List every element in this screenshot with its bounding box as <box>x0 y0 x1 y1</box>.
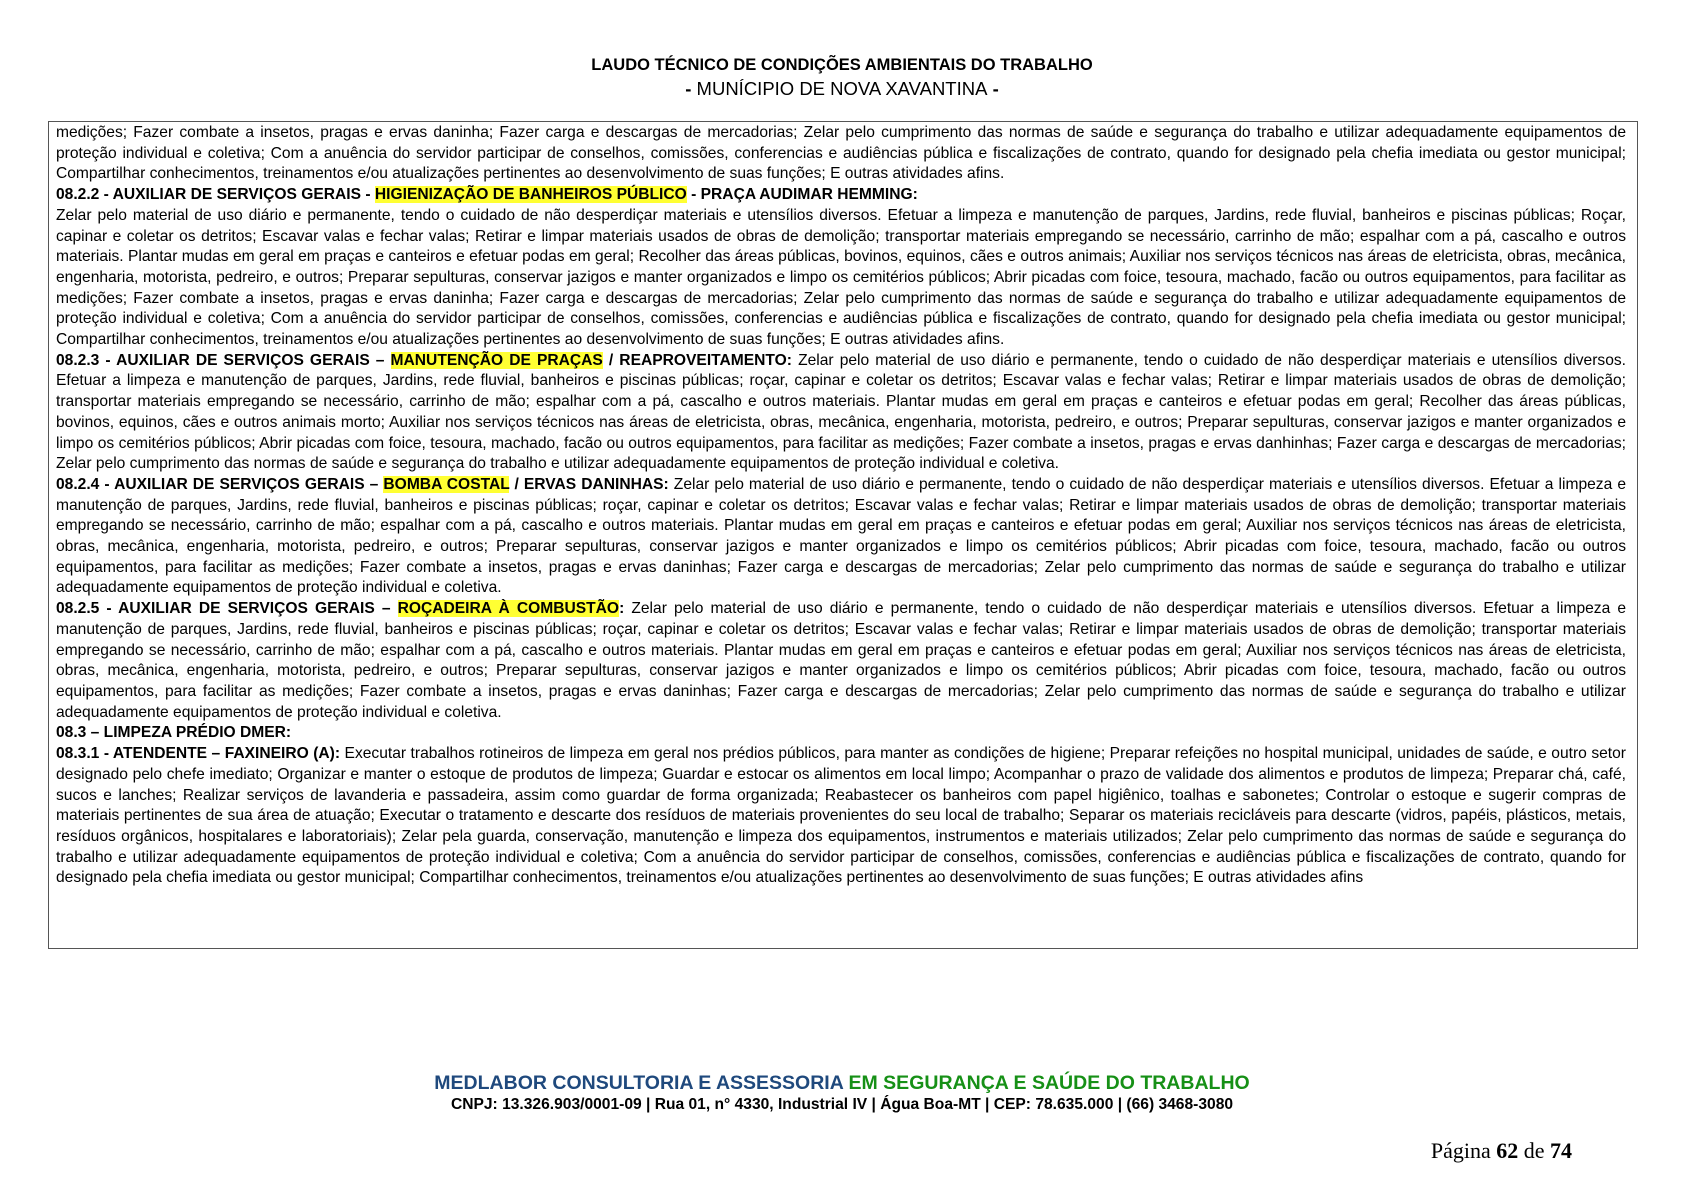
heading-part-b: / ERVAS DANINHAS: <box>509 475 669 493</box>
section-heading <box>56 476 669 493</box>
section-08-2-2 <box>56 185 1626 206</box>
highlighted-term: BOMBA COSTAL <box>383 475 510 493</box>
section-text: Executar trabalhos rotineiros de limpeza em geral nos prédios públicos, para manter as condições de higiene; Preparar refeições no hospital municipal, unidades de saúde, e outro setor designado pelo chefe imediato; Organizar e manter o estoque de produtos de limpeza; Guardar e estocar os alimentos em local limpo; Acompanhar o prazo de validade dos alimentos e produtos de limpeza; Preparar chá, café, sucos e lanches; Realizar serviços de lavanderia e passadeira, assim como guardar de forma organizada; Reabastecer os banheiros com papel higiênico, toalhas e sabonetes; Controlar o estoque e sugerir compras de materiais pertinentes de sua área de atuação; Executar o tratamento e descarte dos resíduos de materiais provenientes do seu local de trabalho; Separar os materiais recicláveis para descarte (vidros, papéis, plásticos, metais, resíduos orgânicos, hospitalares e laboratoriais); Zelar pela guarda, conservação, manutenção e limpeza dos equipamentos, instrumentos e materiais utilizados; Zelar pelo cumprimento das normas de saúde e segurança do trabalho e utilizar adequadamente equipamentos de proteção individual e coletiva; Com a anuência do servidor participar de conselhos, comissões, conferencias e audiências pública e fiscalizações de contrato, quando for designado pela chefia imediata ou gestor municipal; Compartilhar conhecimentos, treinamentos e/ou atualizações pertinentes ao desenvolvimento de suas funções; E outras atividades afins <box>56 745 1626 887</box>
company-name: MEDLABOR CONSULTORIA E ASSESSORIA <box>434 1072 844 1094</box>
municipality-name: MUNÍCIPIO DE NOVA XAVANTINA <box>696 78 988 99</box>
current-page: 62 <box>1496 1138 1519 1163</box>
highlighted-term: ROÇADEIRA À COMBUSTÃO <box>397 600 620 618</box>
subtitle-dash-right: - <box>987 78 999 99</box>
section-08-2-4 <box>56 475 1626 599</box>
subtitle-dash-left: - <box>685 78 697 99</box>
intro-paragraph: medições; Fazer combate a insetos, pragas e ervas daninha; Fazer carga e descargas de mercadorias; Zelar pelo cumprimento das normas de saúde e segurança do trabalho e utilizar adequadamente equipamentos de proteção individual e coletiva; Com a anuência do servidor participar de conselhos, comissões, conferencias e audiências pública e fiscalizações de contrato, quando for designado pela chefia imediata ou gestor municipal; Compartilhar conhecimentos, treinamentos e/ou atualizações pertinentes ao desenvolvimento de suas funções; E outras atividades afins. <box>56 124 1626 183</box>
heading-part-b: / REAPROVEITAMENTO: <box>602 351 793 369</box>
heading-part-a: 08.2.4 - AUXILIAR DE SERVIÇOS GERAIS – <box>56 475 384 493</box>
section-heading <box>56 600 624 617</box>
section-heading <box>56 352 792 369</box>
page-word: Página <box>1430 1138 1497 1163</box>
heading-part-a: 08.2.3 - AUXILIAR DE SERVIÇOS GERAIS – <box>56 351 391 369</box>
section-text: Zelar pelo material de uso diário e permanente, tendo o cuidado de não desperdiçar materiais e utensílios diversos. Efetuar a limpeza e manutenção de parques, Jardins, rede fluvial, banheiros e piscinas públicas; roçar, capinar e coletar os detritos; Escavar valas e fechar valas; Retirar e limpar materiais usados de obras de demolição; transportar materiais empregando se necessário, carrinho de mão; espalhar com a pá, cascalho e outros materiais. Plantar mudas em geral em praças e canteiros e efetuar podas em geral; Auxiliar nos serviços técnicos nas áreas de eletricista, obras, mecânica, engenharia, motorista, pedreiro, e outros; Preparar sepulturas, conservar jazigos e manter organizados e limpo os cemitérios públicos; Abrir picadas com foice, tesoura, machado, facão ou outros equipamentos, para facilitar as medições; Fazer combate a insetos, pragas e ervas daninhas; Fazer carga e descargas de mercadorias; Zelar pelo cumprimento das normas de saúde e segurança do trabalho e utilizar adequadamente equipamentos de proteção individual e coletiva. <box>56 475 1626 597</box>
content-box <box>48 121 1638 949</box>
section-text: Zelar pelo material de uso diário e permanente, tendo o cuidado de não desperdiçar materiais e utensílios diversos. Efetuar a limpeza e manutenção de parques, Jardins, rede fluvial, banheiros e piscinas públicas; roçar, capinar e coletar os detritos; Escavar valas e fechar valas; Retirar e limpar materiais usados de obras de demolição; transportar materiais empregando se necessário, carrinho de mão; espalhar com a pá, cascalho e outros materiais. Plantar mudas em geral em praças e canteiros e efetuar podas em geral; Recolher das áreas públicas, bovinos, equinos, cães e outros animais morto; Auxiliar nos serviços técnicos nas áreas de eletricista, obras, mecânica, engenharia, motorista, pedreiro, e outros; Preparar sepulturas, conservar jazigos e manter organizados e limpo os cemitérios públicos; Abrir picadas com foice, tesoura, machado, facão ou outros equipamentos, para facilitar as medições; Fazer combate a insetos, pragas e ervas danhinhas; Fazer carga e descargas de mercadorias; Zelar pelo cumprimento das normas de saúde e segurança do trabalho e utilizar adequadamente equipamentos de proteção individual e coletiva. <box>56 351 1627 473</box>
company-specialty: EM SEGURANÇA E SAÚDE DO TRABALHO <box>843 1072 1250 1094</box>
document-title: LAUDO TÉCNICO DE CONDIÇÕES AMBIENTAIS DO TRABALHO <box>591 56 1093 74</box>
section-text: Zelar pelo material de uso diário e permanente, tendo o cuidado de não desperdiçar materiais e utensílios diversos. Efetuar a limpeza e manutenção de parques, Jardins, rede fluvial, banheiros e piscinas públicas; roçar, capinar e coletar os detritos; Escavar valas e fechar valas; Retirar e limpar materiais usados de obras de demolição; transportar materiais empregando se necessário, carrinho de mão; espalhar com a pá, cascalho e outros materiais. Plantar mudas em geral em praças e canteiros e efetuar podas em geral; Auxiliar nos serviços técnicos nas áreas de eletricista, obras, mecânica, engenharia, motorista, pedreiro, e outros; Preparar sepulturas, conservar jazigos e manter organizados e limpo os cemitérios públicos; Abrir picadas com foice, tesoura, machado, facão ou outros equipamentos, para facilitar as medições; Fazer combate a insetos, pragas e ervas daninhas; Fazer carga e descargas de mercadorias; Zelar pelo cumprimento das normas de saúde e segurança do trabalho e utilizar adequadamente equipamentos de proteção individual e coletiva. <box>56 600 1627 721</box>
section-08-2-3 <box>56 351 1626 475</box>
footer-company <box>0 1072 1684 1095</box>
total-pages: 74 <box>1550 1138 1572 1163</box>
section-08-2-5 <box>56 599 1626 723</box>
document-subtitle <box>0 78 1684 100</box>
section-08-2-2-text: Zelar pelo material de uso diário e permanente, tendo o cuidado de não desperdiçar materiais e utensílios diversos. Efetuar a limpeza e manutenção de parques, Jardins, rede fluvial, banheiros e piscinas públicas; Roçar, capinar e coletar os detritos; Escavar valas e fechar valas; Retirar e limpar materiais usados de obras de demolição; transportar materiais empregando se necessário, carrinho de mão; espalhar com a pá, cascalho e outros materiais. Plantar mudas em geral em praças e canteiros e efetuar podas em geral; Recolher das áreas públicas, bovinos, equinos, cães e outros animais; Auxiliar nos serviços técnicos nas áreas de eletricista, obras, mecânica, engenharia, motorista, pedreiro, e outros; Preparar sepulturas, conservar jazigos e manter organizados e limpo os cemitérios públicos; Abrir picadas com foice, tesoura, machado, facão ou outros equipamentos, para facilitar as medições; Fazer combate a insetos, pragas e ervas daninha; Fazer carga e descargas de mercadorias; Zelar pelo cumprimento das normas de saúde e segurança do trabalho e utilizar adequadamente equipamentos de proteção individual e coletiva; Com a anuência do servidor participar de conselhos, comissões, conferencias e audiências pública e fiscalizações de contrato, quando for designado pela chefia imediata ou gestor municipal; Compartilhar conhecimentos, treinamentos e/ou atualizações pertinentes ao desenvolvimento de suas funções; E outras atividades afins. <box>56 206 1626 349</box>
heading-part-a: 08.2.2 - AUXILIAR DE SERVIÇOS GERAIS - <box>56 186 375 204</box>
section-heading: 08.3.1 - ATENDENTE – FAXINEIRO (A): <box>56 745 341 763</box>
page-of: de <box>1518 1138 1550 1163</box>
page-number <box>1431 1138 1572 1164</box>
heading-part-b: : <box>619 600 625 618</box>
section-heading: 08.3 – LIMPEZA PRÉDIO DMER: <box>56 724 292 742</box>
section-08-3-1 <box>56 744 1626 889</box>
section-08-3-heading <box>56 723 1626 744</box>
heading-part-b: - PRAÇA AUDIMAR HEMMING: <box>686 186 918 204</box>
section-heading <box>56 186 918 203</box>
footer-address: CNPJ: 13.326.903/0001-09 | Rua 01, n° 4330, Industrial IV | Água Boa-MT | CEP: 78.635.000 | (66) 3468-3080 <box>450 1096 1234 1113</box>
highlighted-term: MANUTENÇÃO DE PRAÇAS <box>390 351 603 369</box>
heading-part-a: 08.2.5 - AUXILIAR DE SERVIÇOS GERAIS – <box>56 600 398 618</box>
highlighted-term: HIGIENIZAÇÃO DE BANHEIROS PÚBLICO <box>374 186 687 204</box>
